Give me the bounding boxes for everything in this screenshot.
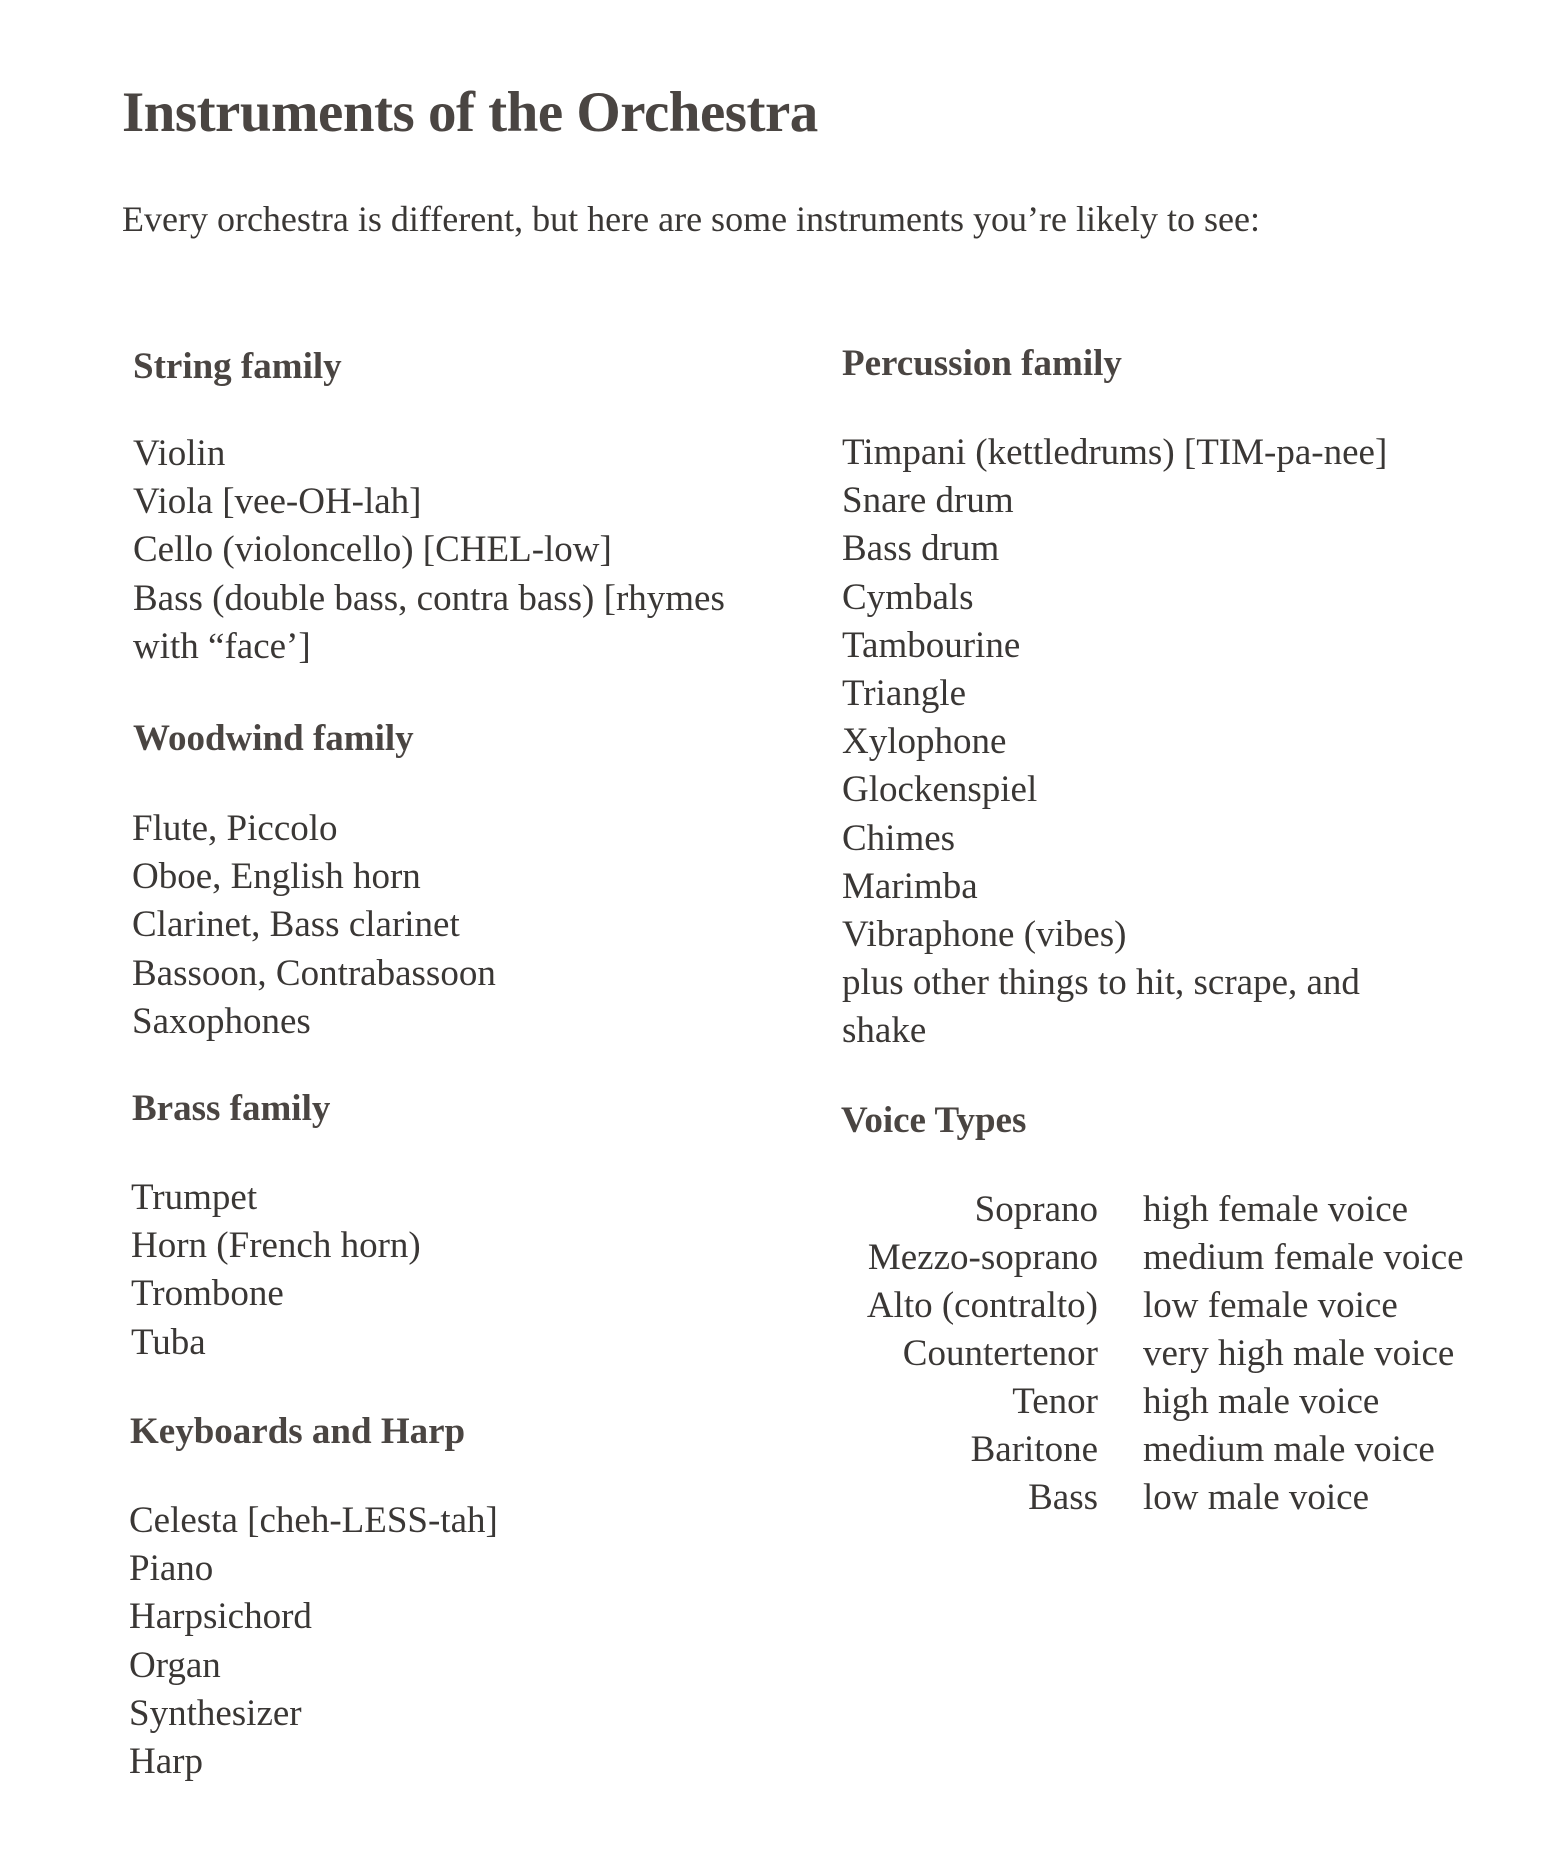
list-item: Timpani (kettledrums) [TIM-pa-nee] [842,432,1388,473]
string-family-list [133,430,725,671]
voice-type: Tenor [1012,1381,1098,1422]
string-family-heading: String family [133,346,342,387]
voice-description: very high male voice [1143,1333,1455,1374]
woodwind-family-list [132,805,496,1046]
list-item: Celesta [cheh-LESS-tah] [129,1500,498,1541]
list-item: Bass drum [842,528,1000,570]
voice-description: high male voice [1143,1381,1380,1422]
list-item: Bassoon, Contrabassoon [132,952,496,994]
keyboards-harp-list [129,1497,498,1786]
voice-type: Alto (contralto) [866,1285,1098,1326]
voice-description: low female voice [1143,1285,1398,1326]
keyboards-harp-heading: Keyboards and Harp [130,1411,466,1452]
list-item: shake [842,1010,927,1052]
list-item: Horn (French horn) [131,1225,421,1267]
voice-description: high female voice [1143,1189,1409,1230]
list-item: Triangle [842,673,967,715]
list-item: Organ [129,1644,221,1686]
list-item: plus other things to hit, scrape, and [842,962,1360,1004]
voice-row [830,1378,1464,1426]
voice-types-table [830,1186,1464,1522]
voice-type: Baritone [970,1429,1098,1470]
list-item: Bass (double bass, contra bass) [rhymes [133,577,725,619]
list-item: Vibraphone (vibes) [842,914,1127,956]
voice-type: Mezzo-soprano [867,1237,1098,1278]
list-item: Piano [129,1548,214,1590]
list-item: Xylophone [842,721,1007,763]
voice-row [830,1234,1464,1282]
voice-description: medium female voice [1143,1237,1464,1278]
percussion-family-list [842,429,1387,1056]
intro-text: Every orchestra is different, but here are some instruments you’re likely to see: [122,199,1260,239]
list-item: Trumpet [131,1177,258,1218]
list-item: with “face’] [133,625,311,667]
voice-row [830,1426,1464,1474]
list-item: Tuba [131,1321,206,1363]
voice-type: Bass [1028,1477,1098,1518]
list-item: Harp [129,1741,203,1783]
list-item: Tambourine [842,624,1021,666]
list-item: Cymbals [842,576,974,618]
list-item: Marimba [842,865,978,907]
percussion-family-heading: Percussion family [842,343,1122,384]
voice-types-heading: Voice Types [841,1100,1027,1141]
list-item: Snare drum [842,480,1014,522]
voice-description: low male voice [1143,1477,1370,1518]
list-item: Chimes [842,817,956,859]
list-item: Harpsichord [129,1596,312,1638]
list-item: Glockenspiel [842,769,1038,811]
list-item: Flute, Piccolo [132,808,338,849]
list-item: Viola [vee-OH-lah] [133,481,422,523]
voice-row [830,1474,1464,1522]
list-item: Synthesizer [129,1692,302,1734]
list-item: Saxophones [132,1000,311,1042]
brass-family-heading: Brass family [132,1088,331,1129]
voice-row [830,1186,1464,1234]
woodwind-family-heading: Woodwind family [133,718,414,759]
list-item: Oboe, English horn [132,856,421,898]
voice-type: Soprano [974,1189,1098,1230]
list-item: Violin [133,433,226,474]
page-title: Instruments of the Orchestra [122,81,818,144]
voice-type: Countertenor [902,1333,1098,1374]
voice-description: medium male voice [1143,1429,1435,1470]
brass-family-list [131,1174,421,1367]
list-item: Cello (violoncello) [CHEL-low] [133,529,612,571]
list-item: Clarinet, Bass clarinet [132,904,460,946]
voice-row [830,1330,1464,1378]
voice-row [830,1282,1464,1330]
list-item: Trombone [131,1273,284,1315]
